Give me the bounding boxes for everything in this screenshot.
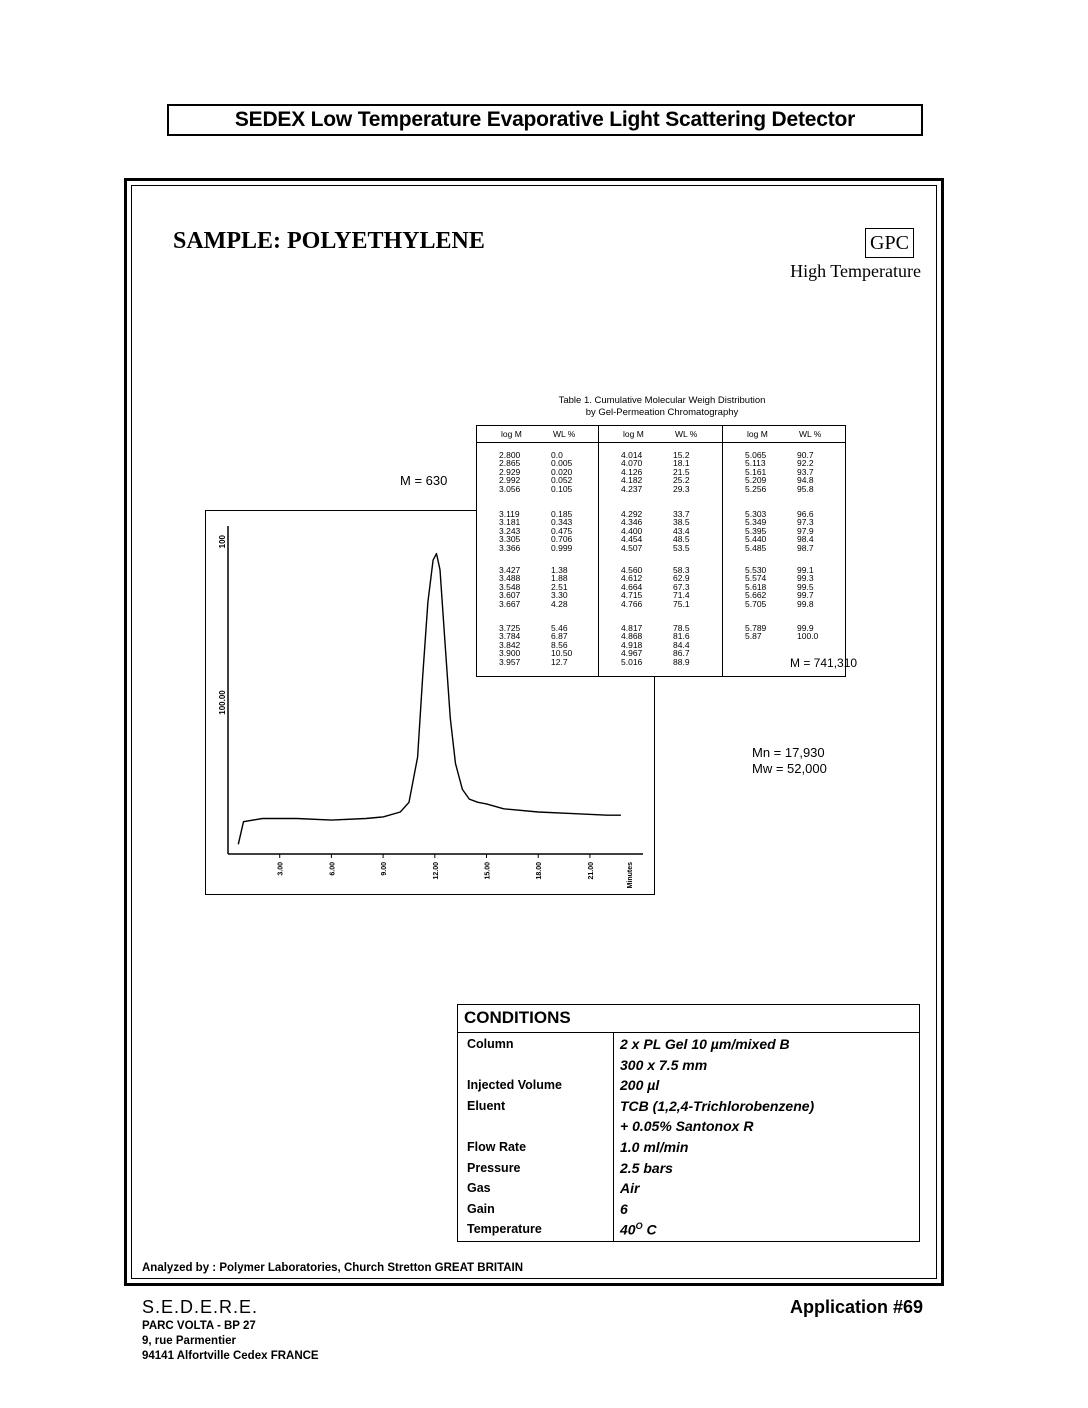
- condition-label: Gas: [467, 1181, 491, 1196]
- table-row: [621, 544, 690, 552]
- log-m-cell: 2.929: [499, 466, 521, 477]
- condition-value: 6: [620, 1200, 628, 1217]
- column-header-log-m: log M: [501, 429, 522, 439]
- log-m-cell: 3.784: [499, 631, 521, 642]
- wl-percent-cell: 43.4: [673, 525, 690, 536]
- x-tick-label: 9.00: [381, 862, 389, 876]
- wl-percent-cell: 88.9: [673, 656, 690, 667]
- table-column: [598, 426, 723, 676]
- analyzed-by: Analyzed by : Polymer Laboratories, Church Stretton GREAT BRITAIN: [142, 1262, 524, 1274]
- wl-percent-cell: 10.50: [551, 648, 573, 659]
- address-line: 9, rue Parmentier: [142, 1335, 236, 1347]
- m-high-label: M = 741,310: [790, 656, 858, 670]
- table-column: [722, 426, 846, 676]
- wl-percent-cell: 0.005: [551, 458, 573, 469]
- wl-percent-cell: 8.56: [551, 639, 568, 650]
- method-badge: GPC: [865, 228, 914, 258]
- log-m-cell: 4.560: [621, 565, 643, 575]
- condition-label: Eluent: [467, 1098, 506, 1113]
- log-m-cell: 3.725: [499, 623, 521, 633]
- wl-percent-cell: 0.105: [551, 483, 573, 494]
- log-m-cell: 5.016: [621, 656, 643, 667]
- condition-value: 200 µl: [620, 1077, 660, 1094]
- wl-percent-cell: 3.30: [551, 590, 568, 601]
- log-m-cell: 3.427: [499, 565, 521, 575]
- table-row: [621, 485, 690, 493]
- log-m-cell: 5.440: [745, 534, 767, 545]
- wl-percent-cell: 0.0: [551, 450, 563, 460]
- x-tick-label: 15.00: [484, 862, 492, 880]
- wl-percent-cell: 97.9: [797, 525, 814, 536]
- log-m-cell: 5.574: [745, 573, 767, 584]
- log-m-cell: 3.243: [499, 525, 521, 536]
- condition-value: 2 x PL Gel 10 µm/mixed B: [620, 1036, 790, 1052]
- table-row: [745, 544, 814, 552]
- log-m-cell: 2.865: [499, 458, 521, 469]
- condition-value: + 0.05% Santonox R: [620, 1118, 754, 1135]
- wl-percent-cell: 15.2: [673, 450, 690, 460]
- address-line: 94141 Alfortville Cedex FRANCE: [142, 1350, 319, 1362]
- log-m-cell: 4.182: [621, 475, 643, 486]
- log-m-cell: 5.662: [745, 590, 767, 601]
- wl-percent-cell: 0.706: [551, 534, 573, 545]
- x-tick-label: 21.00: [587, 862, 595, 880]
- table-column: [477, 426, 598, 676]
- wl-percent-cell: 94.8: [797, 475, 814, 486]
- log-m-cell: 5.618: [745, 581, 767, 592]
- log-m-cell: 4.400: [621, 525, 643, 536]
- conditions-title: CONDITIONS: [464, 1008, 571, 1027]
- wl-percent-cell: 84.4: [673, 639, 690, 650]
- log-m-cell: 5.209: [745, 475, 767, 486]
- header-title: SEDEX Low Temperature Evaporative Light Scattering Detector: [167, 104, 923, 136]
- log-m-cell: 3.181: [499, 517, 521, 528]
- wl-percent-cell: 99.1: [797, 565, 814, 575]
- log-m-cell: 5.485: [745, 542, 767, 553]
- wl-percent-cell: 98.4: [797, 534, 814, 545]
- wl-percent-cell: 21.5: [673, 466, 690, 477]
- log-m-cell: 4.715: [621, 590, 643, 601]
- table-row: [499, 544, 572, 552]
- wl-percent-cell: 6.87: [551, 631, 568, 642]
- x-axis-label: Minutes: [627, 862, 634, 889]
- log-m-cell: 3.119: [499, 509, 520, 519]
- address-line: PARC VOLTA - BP 27: [142, 1320, 256, 1332]
- method-subtitle: High Temperature: [790, 261, 921, 281]
- x-tick-label: 18.00: [536, 862, 544, 880]
- table-row: [499, 485, 572, 493]
- condition-value: 2.5 bars: [620, 1159, 673, 1176]
- condition-value: $40^O$ C: [620, 1221, 657, 1239]
- wl-percent-cell: 81.6: [673, 631, 690, 642]
- wl-percent-cell: 93.7: [797, 466, 814, 477]
- table-row-group: [621, 566, 690, 608]
- condition-label: Gain: [467, 1201, 495, 1216]
- wl-percent-cell: 29.3: [673, 483, 690, 494]
- log-m-cell: 4.766: [621, 598, 643, 609]
- log-m-cell: 3.548: [499, 581, 521, 592]
- condition-label: Injected Volume: [467, 1078, 562, 1093]
- log-m-cell: 4.507: [621, 542, 643, 553]
- wl-percent-cell: 92.2: [797, 458, 814, 469]
- wl-percent-cell: 100.0: [797, 631, 819, 642]
- mn-value: Mn = 17,930: [752, 745, 825, 760]
- log-m-cell: 4.454: [621, 534, 643, 545]
- table-row: [621, 600, 690, 608]
- log-m-cell: 5.256: [745, 483, 767, 494]
- table-row: [499, 600, 568, 608]
- log-m-cell: 3.366: [499, 542, 521, 553]
- log-m-cell: 4.612: [621, 573, 643, 584]
- log-m-cell: 3.488: [499, 573, 521, 584]
- wl-percent-cell: 48.5: [673, 534, 690, 545]
- sample-title: SAMPLE: POLYETHYLENE: [173, 228, 485, 254]
- condition-value: 300 x 7.5 mm: [620, 1056, 708, 1073]
- log-m-cell: 3.900: [499, 648, 521, 659]
- mw-value: Mw = 52,000: [752, 761, 827, 776]
- wl-percent-cell: 0.185: [551, 509, 573, 519]
- wl-percent-cell: 12.7: [551, 656, 568, 667]
- wl-percent-cell: 18.1: [673, 458, 690, 469]
- company-name: S.E.D.E.R.E.: [142, 1297, 259, 1317]
- wl-percent-cell: 2.51: [551, 581, 568, 592]
- wl-percent-cell: 86.7: [673, 648, 690, 659]
- y-top-tick-label: 100: [218, 535, 227, 549]
- condition-label: Pressure: [467, 1160, 521, 1175]
- wl-percent-cell: 99.7: [797, 590, 814, 601]
- log-m-cell: 5.113: [745, 458, 766, 469]
- wl-percent-cell: 0.052: [551, 475, 573, 486]
- table-caption: [478, 395, 846, 419]
- table-row-group: [499, 566, 568, 608]
- wl-percent-cell: 99.3: [797, 573, 814, 584]
- wl-percent-cell: 1.38: [551, 565, 568, 575]
- wl-percent-cell: 58.3: [673, 565, 690, 575]
- column-header-wl-percent: WL %: [799, 429, 822, 439]
- log-m-cell: 3.667: [499, 598, 521, 609]
- wl-percent-cell: 25.2: [673, 475, 690, 486]
- log-m-cell: 3.957: [499, 656, 521, 667]
- log-m-cell: 4.014: [621, 450, 643, 460]
- table-row-group: [621, 624, 690, 666]
- log-m-cell: 4.967: [621, 648, 643, 659]
- log-m-cell: 5.87: [745, 631, 762, 642]
- wl-percent-cell: 97.3: [797, 517, 814, 528]
- table-row-group: [621, 451, 690, 493]
- conditions-column-divider: [613, 1032, 614, 1241]
- degree-superscript: O: [635, 1221, 643, 1232]
- condition-label: Flow Rate: [467, 1140, 527, 1154]
- log-m-cell: 5.349: [745, 517, 767, 528]
- company-address: [142, 1319, 319, 1364]
- log-m-cell: 4.817: [621, 623, 643, 633]
- log-m-cell: 3.842: [499, 639, 521, 650]
- wl-percent-cell: 98.7: [797, 542, 814, 553]
- column-header-log-m: log M: [747, 429, 768, 439]
- log-m-cell: 2.800: [499, 450, 521, 460]
- table-row-group: [621, 510, 690, 552]
- log-m-cell: 4.070: [621, 458, 643, 469]
- molecular-weight-table: [476, 425, 846, 677]
- table-row: [499, 658, 572, 666]
- wl-percent-cell: 96.6: [797, 509, 814, 519]
- wl-percent-cell: 38.5: [673, 517, 690, 528]
- wl-percent-cell: 0.475: [551, 525, 573, 536]
- log-m-cell: 3.305: [499, 534, 521, 545]
- wl-percent-cell: 0.343: [551, 517, 573, 528]
- wl-percent-cell: 0.020: [551, 466, 573, 477]
- table-row: [745, 632, 818, 640]
- wl-percent-cell: 53.5: [673, 542, 690, 553]
- application-number: Application #69: [790, 1297, 924, 1317]
- log-m-cell: 4.868: [621, 631, 643, 642]
- log-m-cell: 5.395: [745, 525, 767, 536]
- log-m-cell: 5.530: [745, 565, 767, 575]
- wl-percent-cell: 33.7: [673, 509, 690, 519]
- wl-percent-cell: 75.1: [673, 598, 690, 609]
- condition-label: Temperature: [467, 1222, 542, 1237]
- table-row: [621, 658, 690, 666]
- condition-value: TCB (1,2,4-Trichlorobenzene): [620, 1097, 815, 1114]
- log-m-cell: 5.161: [745, 466, 767, 477]
- log-m-cell: 4.664: [621, 581, 643, 592]
- log-m-cell: 5.065: [745, 450, 767, 460]
- log-m-cell: 4.292: [621, 509, 643, 519]
- mn-mw-values: [752, 745, 827, 777]
- log-m-cell: 4.237: [621, 483, 643, 494]
- condition-value: 1.0 ml/min: [620, 1139, 689, 1155]
- wl-percent-cell: 78.5: [673, 623, 690, 633]
- column-header-log-m: log M: [623, 429, 644, 439]
- x-tick-label: 6.00: [329, 862, 337, 876]
- m-low-label: M = 630: [400, 473, 448, 488]
- wl-percent-cell: 4.28: [551, 598, 568, 609]
- table-row-group: [499, 510, 572, 552]
- wl-percent-cell: 90.7: [797, 450, 814, 460]
- log-m-cell: 3.607: [499, 590, 521, 601]
- x-tick-label: 3.00: [277, 862, 285, 876]
- log-m-cell: 4.346: [621, 517, 643, 528]
- table-row: [745, 600, 814, 608]
- wl-percent-cell: 99.8: [797, 598, 814, 609]
- wl-percent-cell: 71.4: [673, 590, 690, 601]
- wl-percent-cell: 67.3: [673, 581, 690, 592]
- log-m-cell: 3.056: [499, 483, 521, 494]
- table-row-group: [499, 624, 572, 666]
- column-header-wl-percent: WL %: [675, 429, 698, 439]
- table-row-group: [745, 451, 814, 493]
- y-axis-label: 100.00: [218, 690, 227, 715]
- wl-percent-cell: 0.999: [551, 542, 573, 553]
- table-header-divider: [477, 442, 845, 443]
- log-m-cell: 4.126: [621, 466, 643, 477]
- condition-label: Column: [467, 1037, 514, 1051]
- wl-percent-cell: 99.5: [797, 581, 814, 592]
- log-m-cell: 4.918: [621, 639, 643, 650]
- log-m-cell: 5.303: [745, 509, 767, 519]
- wl-percent-cell: 95.8: [797, 483, 814, 494]
- table-caption-line-1: Table 1. Cumulative Molecular Weigh Distribution: [558, 395, 766, 406]
- wl-percent-cell: 5.46: [551, 623, 568, 633]
- table-caption-line-2: by Gel-Permeation Chromatography: [585, 407, 739, 418]
- condition-value: Air: [620, 1180, 640, 1197]
- log-m-cell: 5.705: [745, 598, 767, 609]
- conditions-table: [457, 1004, 920, 1242]
- table-row-group: [745, 510, 814, 552]
- table-row-group: [745, 624, 818, 641]
- table-row-group: [745, 566, 814, 608]
- table-row-group: [499, 451, 572, 493]
- x-tick-label: 12.00: [432, 862, 440, 880]
- wl-percent-cell: 99.9: [797, 623, 814, 633]
- column-header-wl-percent: WL %: [553, 429, 576, 439]
- wl-percent-cell: 62.9: [673, 573, 690, 584]
- wl-percent-cell: 1.88: [551, 573, 568, 584]
- log-m-cell: 2.992: [499, 475, 521, 486]
- table-row: [745, 485, 814, 493]
- conditions-divider: [458, 1032, 919, 1033]
- log-m-cell: 5.789: [745, 623, 767, 633]
